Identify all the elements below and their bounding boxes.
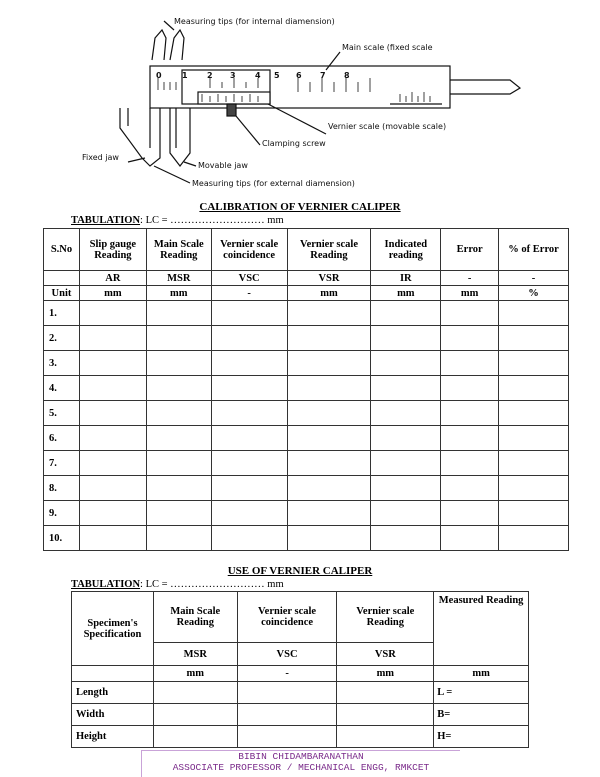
entry-cell[interactable] xyxy=(146,501,211,526)
scale-number: 2 xyxy=(207,71,213,80)
entry-cell[interactable] xyxy=(499,376,569,401)
table-row xyxy=(44,401,569,426)
calibration-table xyxy=(43,228,569,551)
internal-tips-label: Measuring tips (for internal diamension) xyxy=(174,17,335,26)
calibration-title: CALIBRATION OF VERNIER CALIPER xyxy=(199,201,401,213)
unit-cell: mm xyxy=(287,286,371,301)
scale-number: 1 xyxy=(182,71,188,80)
abbrev-blank xyxy=(44,271,80,286)
table-row xyxy=(44,326,569,351)
measured-width[interactable]: B= xyxy=(434,704,529,726)
entry-cell[interactable] xyxy=(79,326,146,351)
measured-length[interactable]: L = xyxy=(434,682,529,704)
unit-blank xyxy=(72,666,154,682)
unit-cell: mm xyxy=(434,666,529,682)
table-row xyxy=(44,426,569,451)
entry-cell[interactable] xyxy=(441,301,499,326)
header-error: Error xyxy=(441,229,499,271)
entry-cell[interactable] xyxy=(371,501,441,526)
entry-cell[interactable] xyxy=(441,351,499,376)
header-percent-error: % of Error xyxy=(499,229,569,271)
entry-cell[interactable] xyxy=(441,451,499,476)
entry-cell[interactable] xyxy=(211,501,287,526)
entry-cell[interactable] xyxy=(146,351,211,376)
header-main-scale: Main Scale Reading xyxy=(146,229,211,271)
row-number: 6. xyxy=(44,426,80,451)
tabulation-label: TABULATION xyxy=(71,215,141,226)
calibration-tabulation-line xyxy=(71,215,284,226)
vernier-scale-label: Vernier scale (movable scale) xyxy=(328,122,447,131)
entry-cell[interactable] xyxy=(337,704,434,726)
abbrev-vsc: VSC xyxy=(211,271,287,286)
entry-cell[interactable] xyxy=(153,704,237,726)
author-name: BIBIN CHIDAMBARANATHAN xyxy=(238,751,364,762)
usage-tabulation-line xyxy=(71,579,284,590)
table-row xyxy=(72,682,529,704)
entry-cell[interactable] xyxy=(287,426,371,451)
unit-cell: mm xyxy=(153,666,237,682)
entry-cell[interactable] xyxy=(371,301,441,326)
entry-cell[interactable] xyxy=(371,401,441,426)
abbrev-error: - xyxy=(441,271,499,286)
entry-cell[interactable] xyxy=(287,401,371,426)
entry-cell[interactable] xyxy=(499,426,569,451)
entry-cell[interactable] xyxy=(441,476,499,501)
lc-text: : LC = ……………………… mm xyxy=(140,215,284,226)
main-scale-label: Main scale (fixed scale xyxy=(342,43,433,52)
header-vernier-reading: Vernier scale Reading xyxy=(337,592,434,643)
entry-cell[interactable] xyxy=(287,526,371,551)
header-slip-gauge: Slip gauge Reading xyxy=(79,229,146,271)
entry-cell[interactable] xyxy=(146,326,211,351)
entry-cell[interactable] xyxy=(287,376,371,401)
entry-cell[interactable] xyxy=(79,451,146,476)
table-row xyxy=(72,726,529,748)
entry-cell[interactable] xyxy=(237,682,337,704)
unit-label: Unit xyxy=(44,286,80,301)
row-number: 7. xyxy=(44,451,80,476)
entry-cell[interactable] xyxy=(146,451,211,476)
clamping-screw-label: Clamping screw xyxy=(262,139,326,148)
abbrev-msr: MSR xyxy=(153,643,237,666)
abbrev-vsc: VSC xyxy=(237,643,337,666)
external-tips-label: Measuring tips (for external diamension) xyxy=(192,179,355,188)
table-row xyxy=(44,476,569,501)
entry-cell[interactable] xyxy=(153,682,237,704)
entry-cell[interactable] xyxy=(499,476,569,501)
abbrev-ir: IR xyxy=(371,271,441,286)
row-number: 1. xyxy=(44,301,80,326)
entry-cell[interactable] xyxy=(79,301,146,326)
unit-cell: mm xyxy=(146,286,211,301)
header-specimen: Specimen's Specification xyxy=(72,592,154,666)
movable-jaw-label: Movable jaw xyxy=(198,161,248,170)
entry-cell[interactable] xyxy=(211,426,287,451)
entry-cell[interactable] xyxy=(79,476,146,501)
table-row xyxy=(44,501,569,526)
entry-cell[interactable] xyxy=(337,682,434,704)
entry-cell[interactable] xyxy=(441,426,499,451)
entry-cell[interactable] xyxy=(211,301,287,326)
entry-cell[interactable] xyxy=(79,426,146,451)
entry-cell[interactable] xyxy=(499,401,569,426)
entry-cell[interactable] xyxy=(371,426,441,451)
header-vernier-coincidence: Vernier scale coincidence xyxy=(211,229,287,271)
entry-cell[interactable] xyxy=(211,526,287,551)
lc-text: : LC = ……………………… mm xyxy=(140,579,284,590)
entry-cell[interactable] xyxy=(79,351,146,376)
row-label-width: Width xyxy=(72,704,154,726)
entry-cell[interactable] xyxy=(211,351,287,376)
entry-cell[interactable] xyxy=(237,704,337,726)
row-number: 5. xyxy=(44,401,80,426)
unit-cell: mm xyxy=(79,286,146,301)
author-footer xyxy=(141,750,460,777)
entry-cell[interactable] xyxy=(146,526,211,551)
entry-cell[interactable] xyxy=(287,451,371,476)
entry-cell[interactable] xyxy=(441,376,499,401)
entry-cell[interactable] xyxy=(371,451,441,476)
unit-cell: mm xyxy=(441,286,499,301)
row-number: 10. xyxy=(44,526,80,551)
entry-cell[interactable] xyxy=(287,351,371,376)
entry-cell[interactable] xyxy=(287,326,371,351)
measured-height[interactable]: H= xyxy=(434,726,529,748)
entry-cell[interactable] xyxy=(79,376,146,401)
header-main-scale: Main Scale Reading xyxy=(153,592,237,643)
entry-cell[interactable] xyxy=(371,526,441,551)
abbrev-vsr: VSR xyxy=(337,643,434,666)
entry-cell[interactable] xyxy=(371,351,441,376)
entry-cell[interactable] xyxy=(499,326,569,351)
scale-number: 3 xyxy=(230,71,236,80)
row-number: 4. xyxy=(44,376,80,401)
header-vernier-coincidence: Vernier scale coincidence xyxy=(237,592,337,643)
table-row xyxy=(44,301,569,326)
header-vernier-reading: Vernier scale Reading xyxy=(287,229,371,271)
table-row xyxy=(44,376,569,401)
entry-cell[interactable] xyxy=(237,726,337,748)
entry-cell[interactable] xyxy=(211,401,287,426)
entry-cell[interactable] xyxy=(146,426,211,451)
header-sno: S.No xyxy=(44,229,80,271)
table-row xyxy=(72,704,529,726)
vernier-caliper-diagram xyxy=(70,8,530,196)
scale-number: 6 xyxy=(296,71,302,80)
row-number: 2. xyxy=(44,326,80,351)
entry-cell[interactable] xyxy=(499,351,569,376)
abbrev-percent: - xyxy=(499,271,569,286)
abbrev-ar: AR xyxy=(79,271,146,286)
row-label-length: Length xyxy=(72,682,154,704)
row-number: 9. xyxy=(44,501,80,526)
entry-cell[interactable] xyxy=(441,401,499,426)
unit-cell: mm xyxy=(337,666,434,682)
entry-cell[interactable] xyxy=(441,326,499,351)
entry-cell[interactable] xyxy=(499,501,569,526)
usage-title: USE OF VERNIER CALIPER xyxy=(227,565,373,577)
entry-cell[interactable] xyxy=(371,326,441,351)
row-label-height: Height xyxy=(72,726,154,748)
entry-cell[interactable] xyxy=(211,376,287,401)
entry-cell[interactable] xyxy=(287,476,371,501)
entry-cell[interactable] xyxy=(441,526,499,551)
table-row xyxy=(44,526,569,551)
table-row xyxy=(44,351,569,376)
entry-cell[interactable] xyxy=(371,376,441,401)
row-number: 3. xyxy=(44,351,80,376)
scale-number: 8 xyxy=(344,71,350,80)
entry-cell[interactable] xyxy=(337,726,434,748)
unit-cell: - xyxy=(211,286,287,301)
entry-cell[interactable] xyxy=(499,301,569,326)
entry-cell[interactable] xyxy=(79,501,146,526)
abbrev-msr: MSR xyxy=(146,271,211,286)
entry-cell[interactable] xyxy=(146,301,211,326)
entry-cell[interactable] xyxy=(499,526,569,551)
entry-cell[interactable] xyxy=(79,401,146,426)
entry-cell[interactable] xyxy=(287,501,371,526)
fixed-jaw-label: Fixed jaw xyxy=(82,153,119,162)
entry-cell[interactable] xyxy=(211,451,287,476)
abbrev-vsr: VSR xyxy=(287,271,371,286)
tabulation-label: TABULATION xyxy=(71,579,141,590)
entry-cell[interactable] xyxy=(441,501,499,526)
scale-number: 7 xyxy=(320,71,326,80)
unit-cell: mm xyxy=(371,286,441,301)
entry-cell[interactable] xyxy=(499,451,569,476)
author-title: ASSOCIATE PROFESSOR / MECHANICAL ENGG, RMKCET xyxy=(172,762,430,773)
scale-number: 5 xyxy=(274,71,280,80)
usage-table xyxy=(71,591,529,748)
scale-number: 0 xyxy=(156,71,162,80)
entry-cell[interactable] xyxy=(153,726,237,748)
entry-cell[interactable] xyxy=(287,301,371,326)
entry-cell[interactable] xyxy=(146,401,211,426)
table-row xyxy=(44,451,569,476)
scale-number: 4 xyxy=(255,71,261,80)
unit-cell: % xyxy=(499,286,569,301)
unit-cell: - xyxy=(237,666,337,682)
entry-cell[interactable] xyxy=(79,526,146,551)
header-measured: Measured Reading xyxy=(434,592,529,666)
entry-cell[interactable] xyxy=(371,476,441,501)
entry-cell[interactable] xyxy=(146,476,211,501)
header-indicated-reading: Indicated reading xyxy=(371,229,441,271)
entry-cell[interactable] xyxy=(211,326,287,351)
entry-cell[interactable] xyxy=(211,476,287,501)
row-number: 8. xyxy=(44,476,80,501)
entry-cell[interactable] xyxy=(146,376,211,401)
